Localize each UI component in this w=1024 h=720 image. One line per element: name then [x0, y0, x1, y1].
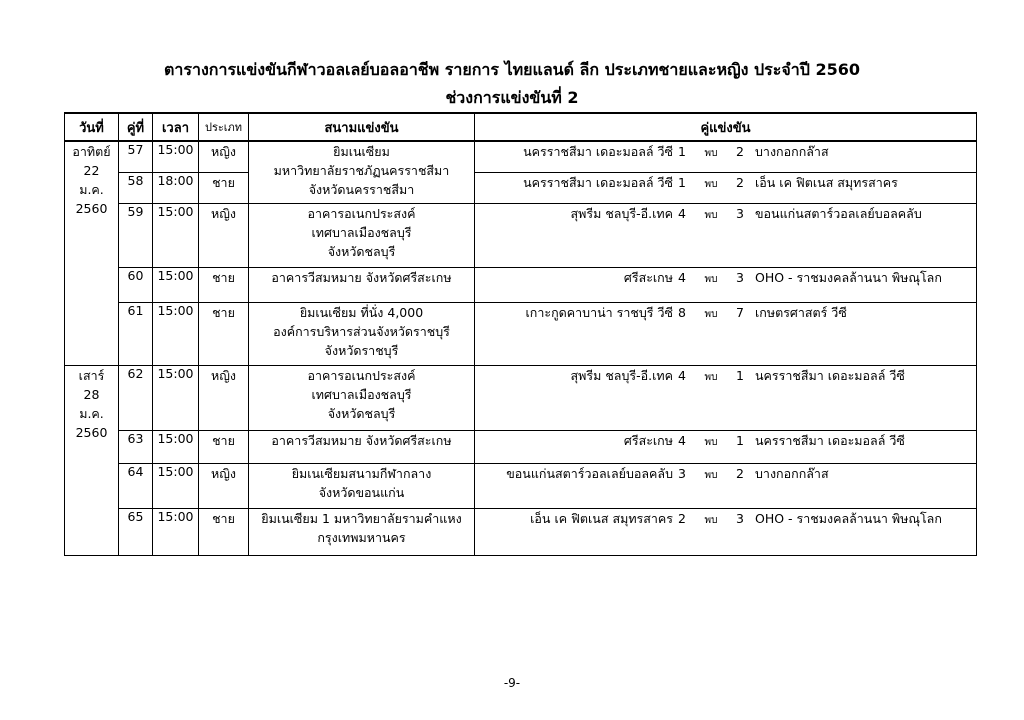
match-type: ชาย	[199, 509, 249, 556]
match-type: หญิง	[199, 204, 249, 268]
date-month: ม.ค.	[79, 182, 104, 197]
venue-line: ยิมเนเซียมสนามกีฬากลาง	[291, 466, 432, 481]
venue-line: ยิมเนเซียม	[333, 144, 390, 159]
match-cell	[475, 268, 977, 303]
header-type: ประเภท	[199, 113, 249, 141]
match-time: 15:00	[153, 303, 199, 366]
date-number: 28	[83, 387, 100, 402]
venue-line: มหาวิทยาลัยราชภัฏนครราชสีมา	[273, 163, 450, 178]
venue-line: อาคารวีสมหมาย จังหวัดศรีสะเกษ	[271, 270, 452, 285]
table-row	[65, 464, 977, 509]
venue-cell	[249, 509, 475, 556]
match-time: 15:00	[153, 509, 199, 556]
venue-cell	[249, 464, 475, 509]
match-cell	[475, 204, 977, 268]
table-row	[65, 141, 977, 173]
venue-line: จังหวัดชลบุรี	[327, 244, 396, 259]
away-score: 7	[736, 305, 744, 320]
pair-number: 64	[119, 464, 153, 509]
date-cell	[65, 141, 119, 366]
match-cell	[475, 464, 977, 509]
home-team: นครราชสีมา เดอะมอลล์ วีซี	[523, 175, 673, 190]
away-team: นครราชสีมา เดอะมอลล์ วีซี	[755, 433, 905, 448]
match-time: 15:00	[153, 464, 199, 509]
header-match: คู่แข่งขัน	[475, 113, 977, 141]
pair-number: 61	[119, 303, 153, 366]
vs-label: พบ	[704, 309, 718, 320]
home-team: ศรีสะเกษ	[623, 270, 673, 285]
pair-number: 59	[119, 204, 153, 268]
away-score: 3	[736, 270, 744, 285]
pair-number: 60	[119, 268, 153, 303]
match-cell	[475, 366, 977, 431]
match-type: ชาย	[199, 173, 249, 204]
venue-line: ยิมเนเซียม 1 มหาวิทยาลัยรามคำแหง	[261, 511, 462, 526]
match-type: หญิง	[199, 366, 249, 431]
table-row	[65, 509, 977, 556]
home-score: 4	[678, 270, 686, 285]
venue-line: อาคารอเนกประสงค์	[307, 368, 416, 383]
match-type: หญิง	[199, 141, 249, 173]
match-cell	[475, 303, 977, 366]
venue-line: จังหวัดราชบุรี	[324, 343, 399, 358]
pair-number: 63	[119, 431, 153, 464]
away-team: ขอนแก่นสตาร์วอลเลย์บอลคลับ	[755, 206, 922, 221]
vs-label: พบ	[704, 372, 718, 383]
home-team: ศรีสะเกษ	[623, 433, 673, 448]
header-pair: คู่ที่	[119, 113, 153, 141]
date-number: 22	[83, 163, 100, 178]
pair-number: 58	[119, 173, 153, 204]
home-team: ขอนแก่นสตาร์วอลเลย์บอลคลับ	[506, 466, 673, 481]
header-time: เวลา	[153, 113, 199, 141]
vs-label: พบ	[704, 470, 718, 481]
date-year: 2560	[75, 425, 108, 440]
vs-label: พบ	[704, 210, 718, 221]
date-cell	[65, 366, 119, 556]
venue-line: องค์การบริหารส่วนจังหวัดราชบุรี	[273, 324, 450, 339]
venue-cell	[249, 303, 475, 366]
away-team: OHO - ราชมงคลล้านนา พิษณุโลก	[755, 511, 942, 526]
home-team: เอ็น เค ฟิตเนส สมุทรสาคร	[530, 511, 673, 526]
away-team: บางกอกกล๊าส	[755, 466, 829, 481]
home-score: 4	[678, 206, 686, 221]
page-number: -9-	[503, 676, 521, 690]
away-score: 1	[736, 368, 744, 383]
pair-number: 62	[119, 366, 153, 431]
home-score: 4	[678, 368, 686, 383]
table-row	[65, 366, 977, 431]
away-score: 3	[736, 511, 744, 526]
vs-label: พบ	[704, 274, 718, 285]
venue-line: อาคารอเนกประสงค์	[307, 206, 416, 221]
match-cell	[475, 431, 977, 464]
match-type: หญิง	[199, 464, 249, 509]
home-score: 3	[678, 466, 686, 481]
away-team: เกษตรศาสตร์ วีซี	[755, 305, 847, 320]
table-row	[65, 431, 977, 464]
venue-cell	[249, 431, 475, 464]
match-cell	[475, 173, 977, 204]
match-time: 15:00	[153, 366, 199, 431]
venue-line: จังหวัดขอนแก่น	[318, 485, 405, 500]
match-time: 18:00	[153, 173, 199, 204]
match-time: 15:00	[153, 141, 199, 173]
header-date: วันที่	[65, 113, 119, 141]
home-score: 1	[678, 175, 686, 190]
venue-line: กรุงเทพมหานคร	[317, 530, 406, 545]
venue-cell	[249, 268, 475, 303]
document-title: ตารางการแข่งขันกีฬาวอลเลย์บอลอาชีพ รายการ ไทยแลนด์ ลีก ประเภทชายและหญิง ประจำปี 2560	[164, 60, 860, 79]
home-score: 2	[678, 511, 686, 526]
table-row	[65, 268, 977, 303]
vs-label: พบ	[704, 148, 718, 159]
table-row	[65, 204, 977, 268]
match-cell	[475, 509, 977, 556]
away-score: 2	[736, 466, 744, 481]
home-team: สุพรีม ชลบุรี-อี.เทค	[570, 206, 673, 221]
match-type: ชาย	[199, 268, 249, 303]
venue-line: อาคารวีสมหมาย จังหวัดศรีสะเกษ	[271, 433, 452, 448]
pair-number: 65	[119, 509, 153, 556]
header-venue: สนามแข่งขัน	[249, 113, 475, 141]
vs-label: พบ	[704, 515, 718, 526]
away-team: เอ็น เค ฟิตเนส สมุทรสาคร	[755, 175, 898, 190]
schedule-table	[64, 112, 977, 556]
match-time: 15:00	[153, 431, 199, 464]
table-row	[65, 303, 977, 366]
table-row	[65, 173, 977, 204]
pair-number: 57	[119, 141, 153, 173]
home-team: เกาะกูดคาบาน่า ราชบุรี วีซี	[525, 305, 673, 320]
match-type: ชาย	[199, 303, 249, 366]
vs-label: พบ	[704, 179, 718, 190]
match-time: 15:00	[153, 204, 199, 268]
home-score: 8	[678, 305, 686, 320]
match-time: 15:00	[153, 268, 199, 303]
vs-label: พบ	[704, 437, 718, 448]
away-team: OHO - ราชมงคลล้านนา พิษณุโลก	[755, 270, 942, 285]
table-header-row	[65, 113, 977, 141]
away-team: นครราชสีมา เดอะมอลล์ วีซี	[755, 368, 905, 383]
document-subtitle: ช่วงการแข่งขันที่ 2	[445, 88, 579, 107]
venue-line: จังหวัดนครราชสีมา	[308, 182, 415, 197]
venue-line: เทศบาลเมืองชลบุรี	[311, 225, 412, 240]
date-month: ม.ค.	[79, 406, 104, 421]
venue-cell	[249, 204, 475, 268]
home-score: 4	[678, 433, 686, 448]
away-team: บางกอกกล๊าส	[755, 144, 829, 159]
away-score: 3	[736, 206, 744, 221]
venue-line: จังหวัดชลบุรี	[327, 406, 396, 421]
venue-cell	[249, 366, 475, 431]
home-score: 1	[678, 144, 686, 159]
match-cell	[475, 141, 977, 173]
match-type: ชาย	[199, 431, 249, 464]
venue-line: เทศบาลเมืองชลบุรี	[311, 387, 412, 402]
venue-cell	[249, 141, 475, 204]
home-team: สุพรีม ชลบุรี-อี.เทค	[570, 368, 673, 383]
date-day: อาทิตย์	[72, 144, 111, 159]
venue-line: ยิมเนเซียม ที่นั่ง 4,000	[299, 305, 424, 320]
home-team: นครราชสีมา เดอะมอลล์ วีซี	[523, 144, 673, 159]
away-score: 2	[736, 175, 744, 190]
away-score: 2	[736, 144, 744, 159]
date-year: 2560	[75, 201, 108, 216]
date-day: เสาร์	[78, 368, 105, 383]
away-score: 1	[736, 433, 744, 448]
